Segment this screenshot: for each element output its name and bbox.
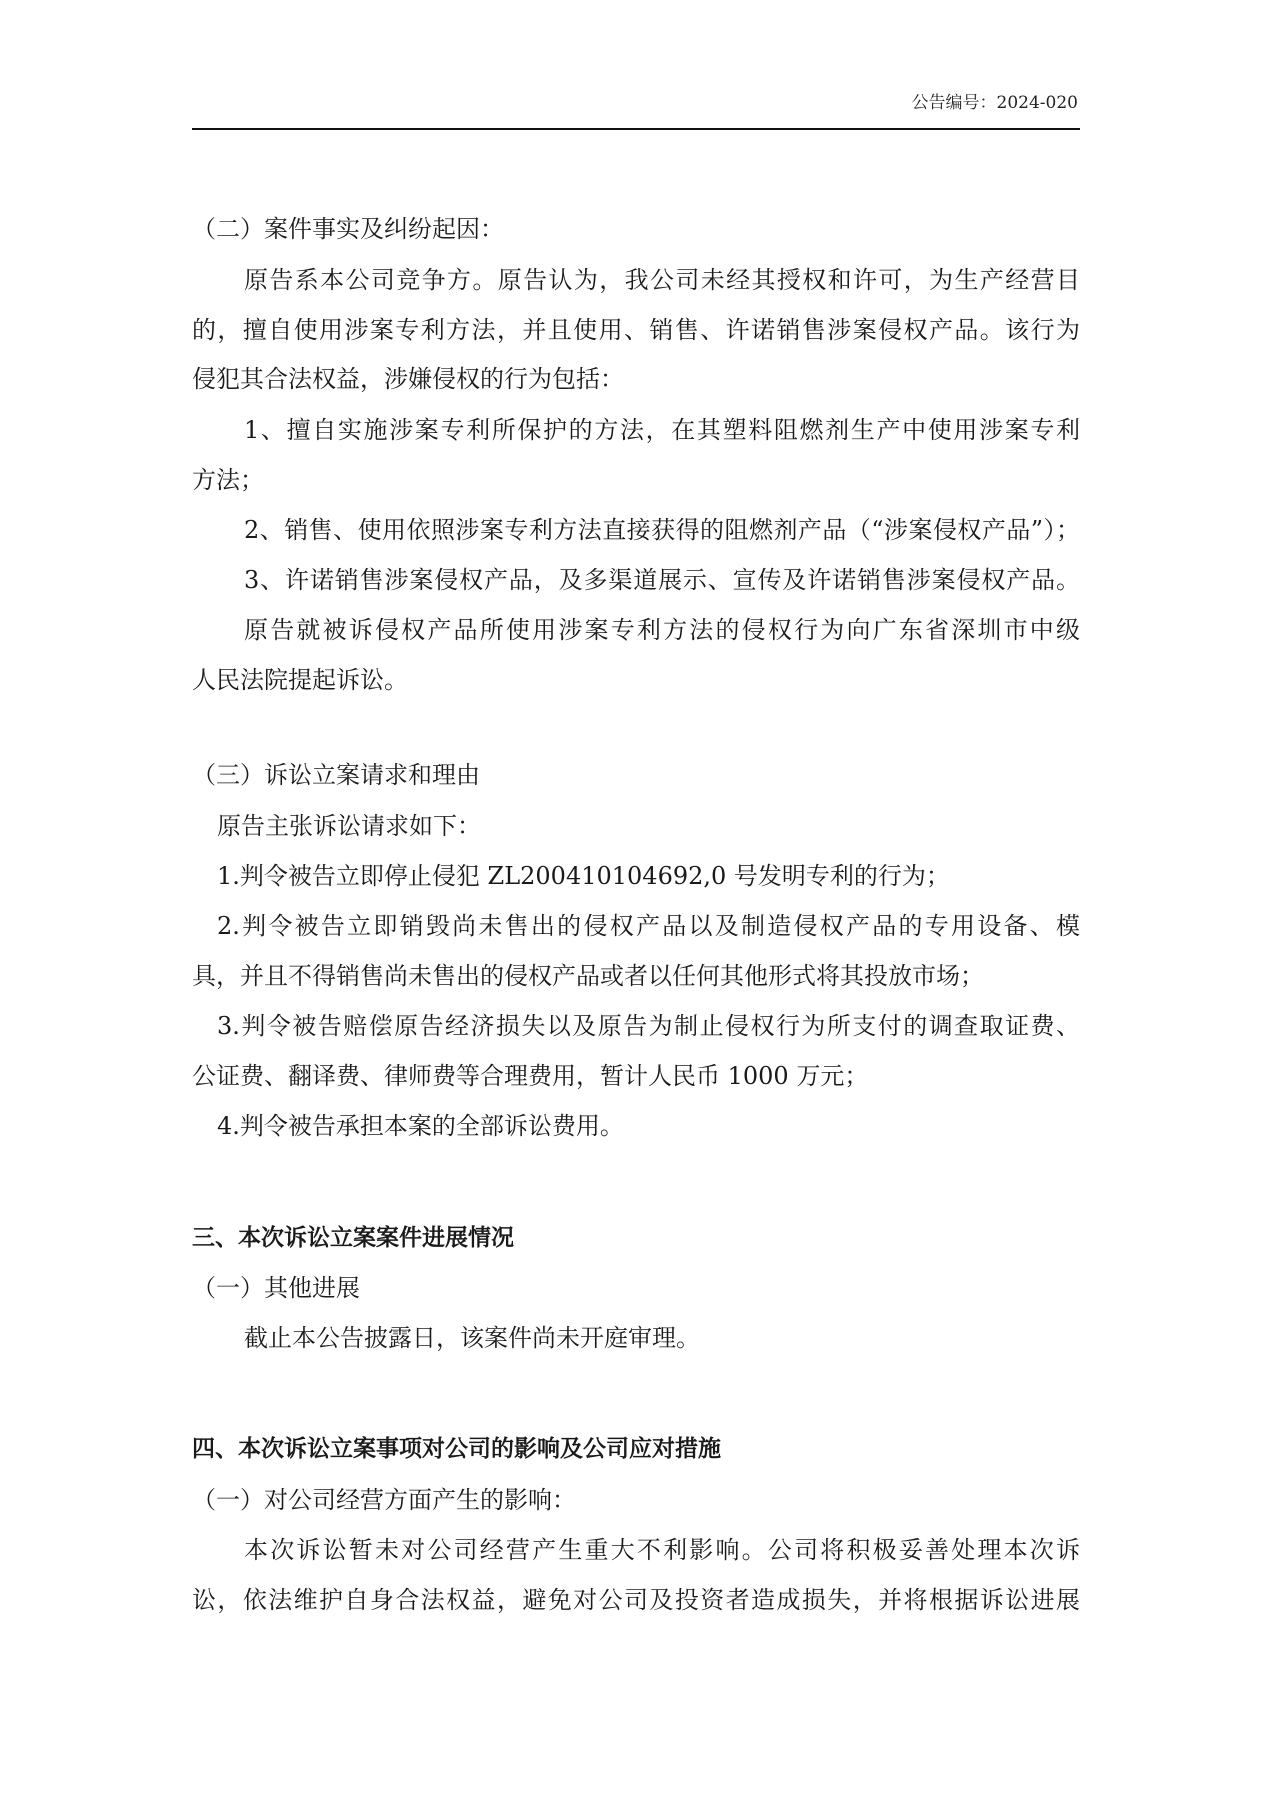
paragraph-line: 原告就被诉侵权产品所使用涉案专利方法的侵权行为向广东省深圳市中级 (244, 616, 1080, 644)
paragraph-line: 本次诉讼暂未对公司经营产生重大不利影响。公司将积极妥善处理本次诉 (244, 1536, 1080, 1564)
paragraph-line: 讼，依法维护自身合法权益，避免对公司及投资者造成损失，并将根据诉讼进展 (192, 1586, 1080, 1614)
paragraph-line: 原告系本公司竞争方。原告认为，我公司未经其授权和许可，为生产经营目 (244, 266, 1080, 294)
section-title-claims: （三）诉讼立案请求和理由 (192, 761, 480, 789)
list-item-3: 3、许诺销售涉案侵权产品，及多渠道展示、宣传及许诺销售涉案侵权产品。 (244, 566, 1080, 594)
claim-3: 3.判令被告赔偿原告经济损失以及原告为制止侵权行为所支付的调查取证费、 (217, 1012, 1080, 1040)
paragraph-line: 截止本公告披露日，该案件尚未开庭审理。 (244, 1324, 700, 1352)
claim-2: 2.判令被告立即销毁尚未售出的侵权产品以及制造侵权产品的专用设备、模 (217, 912, 1080, 940)
claims-intro: 原告主张诉讼请求如下： (217, 812, 481, 840)
list-item-1: 1、擅自实施涉案专利所保护的方法，在其塑料阻燃剂生产中使用涉案专利 (244, 416, 1080, 444)
section-title-case-facts: （二）案件事实及纠纷起因： (192, 215, 504, 243)
list-item-1-cont: 方法； (192, 466, 264, 494)
heading-progress: 三、本次诉讼立案案件进展情况 (192, 1225, 514, 1251)
claim-4: 4.判令被告承担本案的全部诉讼费用。 (217, 1112, 624, 1140)
paragraph-line: 人民法院提起诉讼。 (192, 666, 408, 694)
claim-2-cont: 具，并且不得销售尚未售出的侵权产品或者以任何其他形式将其投放市场； (192, 962, 984, 990)
header-rule (192, 128, 1080, 130)
claim-3-cont: 公证费、翻译费、律师费等合理费用，暂计人民币 1000 万元； (192, 1062, 869, 1090)
heading-impact: 四、本次诉讼立案事项对公司的影响及公司应对措施 (192, 1436, 721, 1462)
paragraph-line: 侵犯其合法权益，涉嫌侵权的行为包括： (192, 365, 624, 393)
subheading-business-impact: （一）对公司经营方面产生的影响： (192, 1486, 576, 1514)
claim-1: 1.判令被告立即停止侵犯 ZL200410104692,0 号发明专利的行为； (217, 862, 950, 890)
list-item-2: 2、销售、使用依照涉案专利方法直接获得的阻燃剂产品（“涉案侵权产品”）； (244, 516, 1080, 544)
subheading-other-progress: （一）其他进展 (192, 1274, 360, 1302)
announcement-number: 公告编号：2024-020 (911, 93, 1078, 113)
paragraph-line: 的，擅自使用涉案专利方法，并且使用、销售、许诺销售涉案侵权产品。该行为 (192, 316, 1080, 344)
